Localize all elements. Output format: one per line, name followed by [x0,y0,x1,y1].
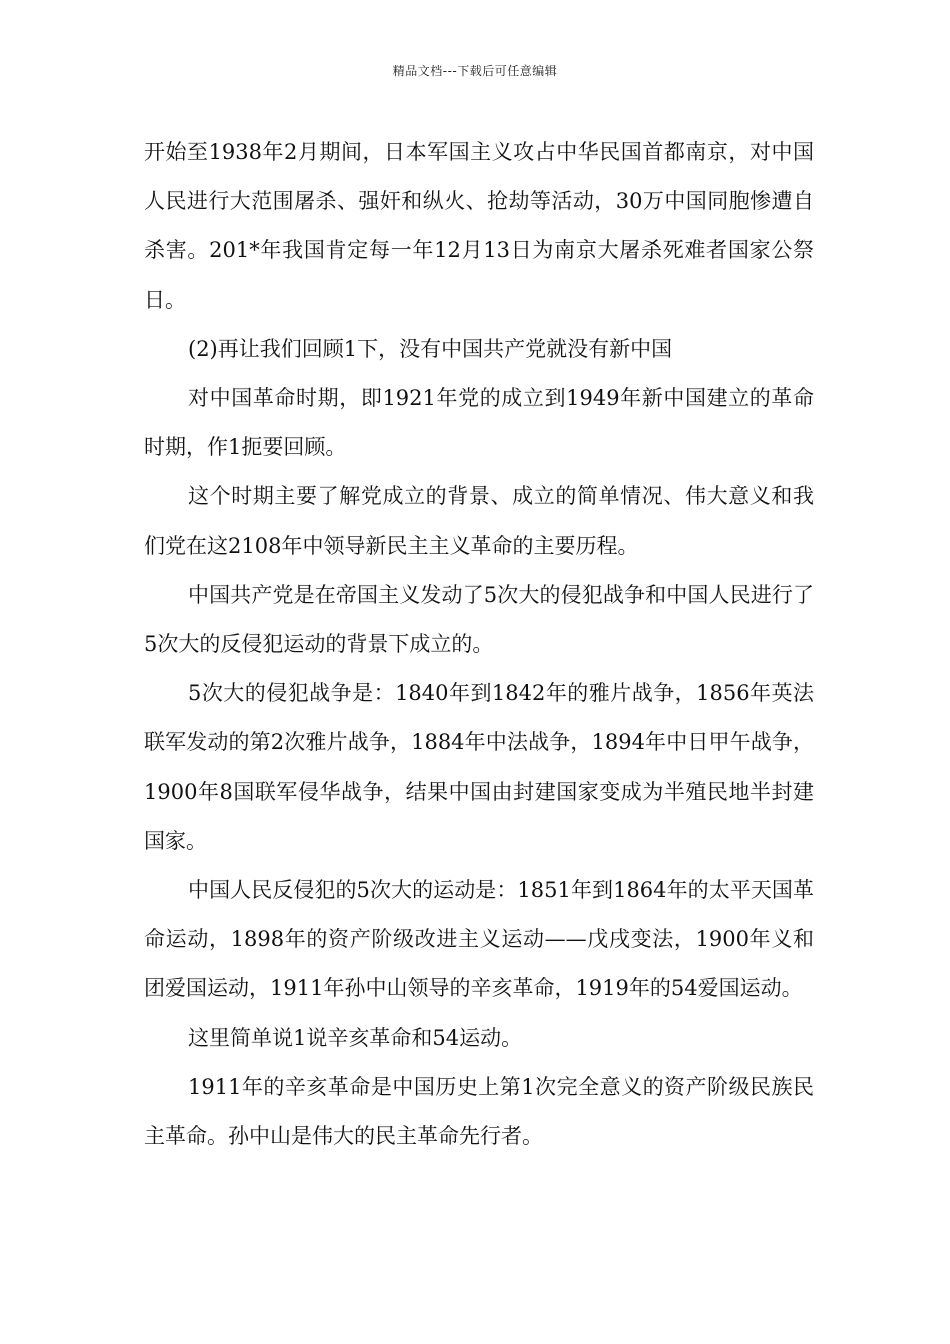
document-body [144,128,814,1161]
paragraph-8: 这里简单说1说辛亥革命和54运动。 [188,1025,523,1050]
paragraph-6: 5次大的侵犯战争是：1840年到1842年的雅片战争，1856年英法联军发动的第2次雅片战争，1884年中法战争，1894年中日甲午战争，1900年8国联军侵华战争，结果中国由封建国家变成为半殖民地半封建国家。 [144,681,814,853]
paragraph-4: 这个时期主要了解党成立的背景、成立的简单情况、伟大意义和我们党在这2108年中领导新民主主义革命的主要历程。 [144,484,814,558]
paragraph-3: 对中国革命时期，即1921年党的成立到1949年新中国建立的革命时期，作1扼要回顾。 [144,386,814,460]
paragraph-1: 开始至1938年2月期间，日本军国主义攻占中华民国首都南京，对中国人民进行大范围屠杀、强奸和纵火、抢劫等活动，30万中国同胞惨遭自杀害。201*年我国肯定每一年12月13日为南京大屠杀死难者国家公祭日。 [144,140,814,312]
page-header: 精品文档---下载后可任意编辑 [392,64,558,78]
paragraph-7: 中国人民反侵犯的5次大的运动是：1851年到1864年的太平天国革命运动，1898年的资产阶级改进主义运动——戊戌变法，1900年义和团爱国运动，1911年孙中山领导的辛亥革命，1919年的54爱国运动。 [144,878,814,1001]
paragraph-5: 中国共产党是在帝国主义发动了5次大的侵犯战争和中国人民进行了5次大的反侵犯运动的背景下成立的。 [144,582,814,657]
paragraph-9: 1911年的辛亥革命是中国历史上第1次完全意义的资产阶级民族民主革命。孙中山是伟大的民主革命先行者。 [144,1074,814,1149]
paragraph-2: (2)再让我们回顾1下，没有中国共产党就没有新中国 [188,336,673,361]
